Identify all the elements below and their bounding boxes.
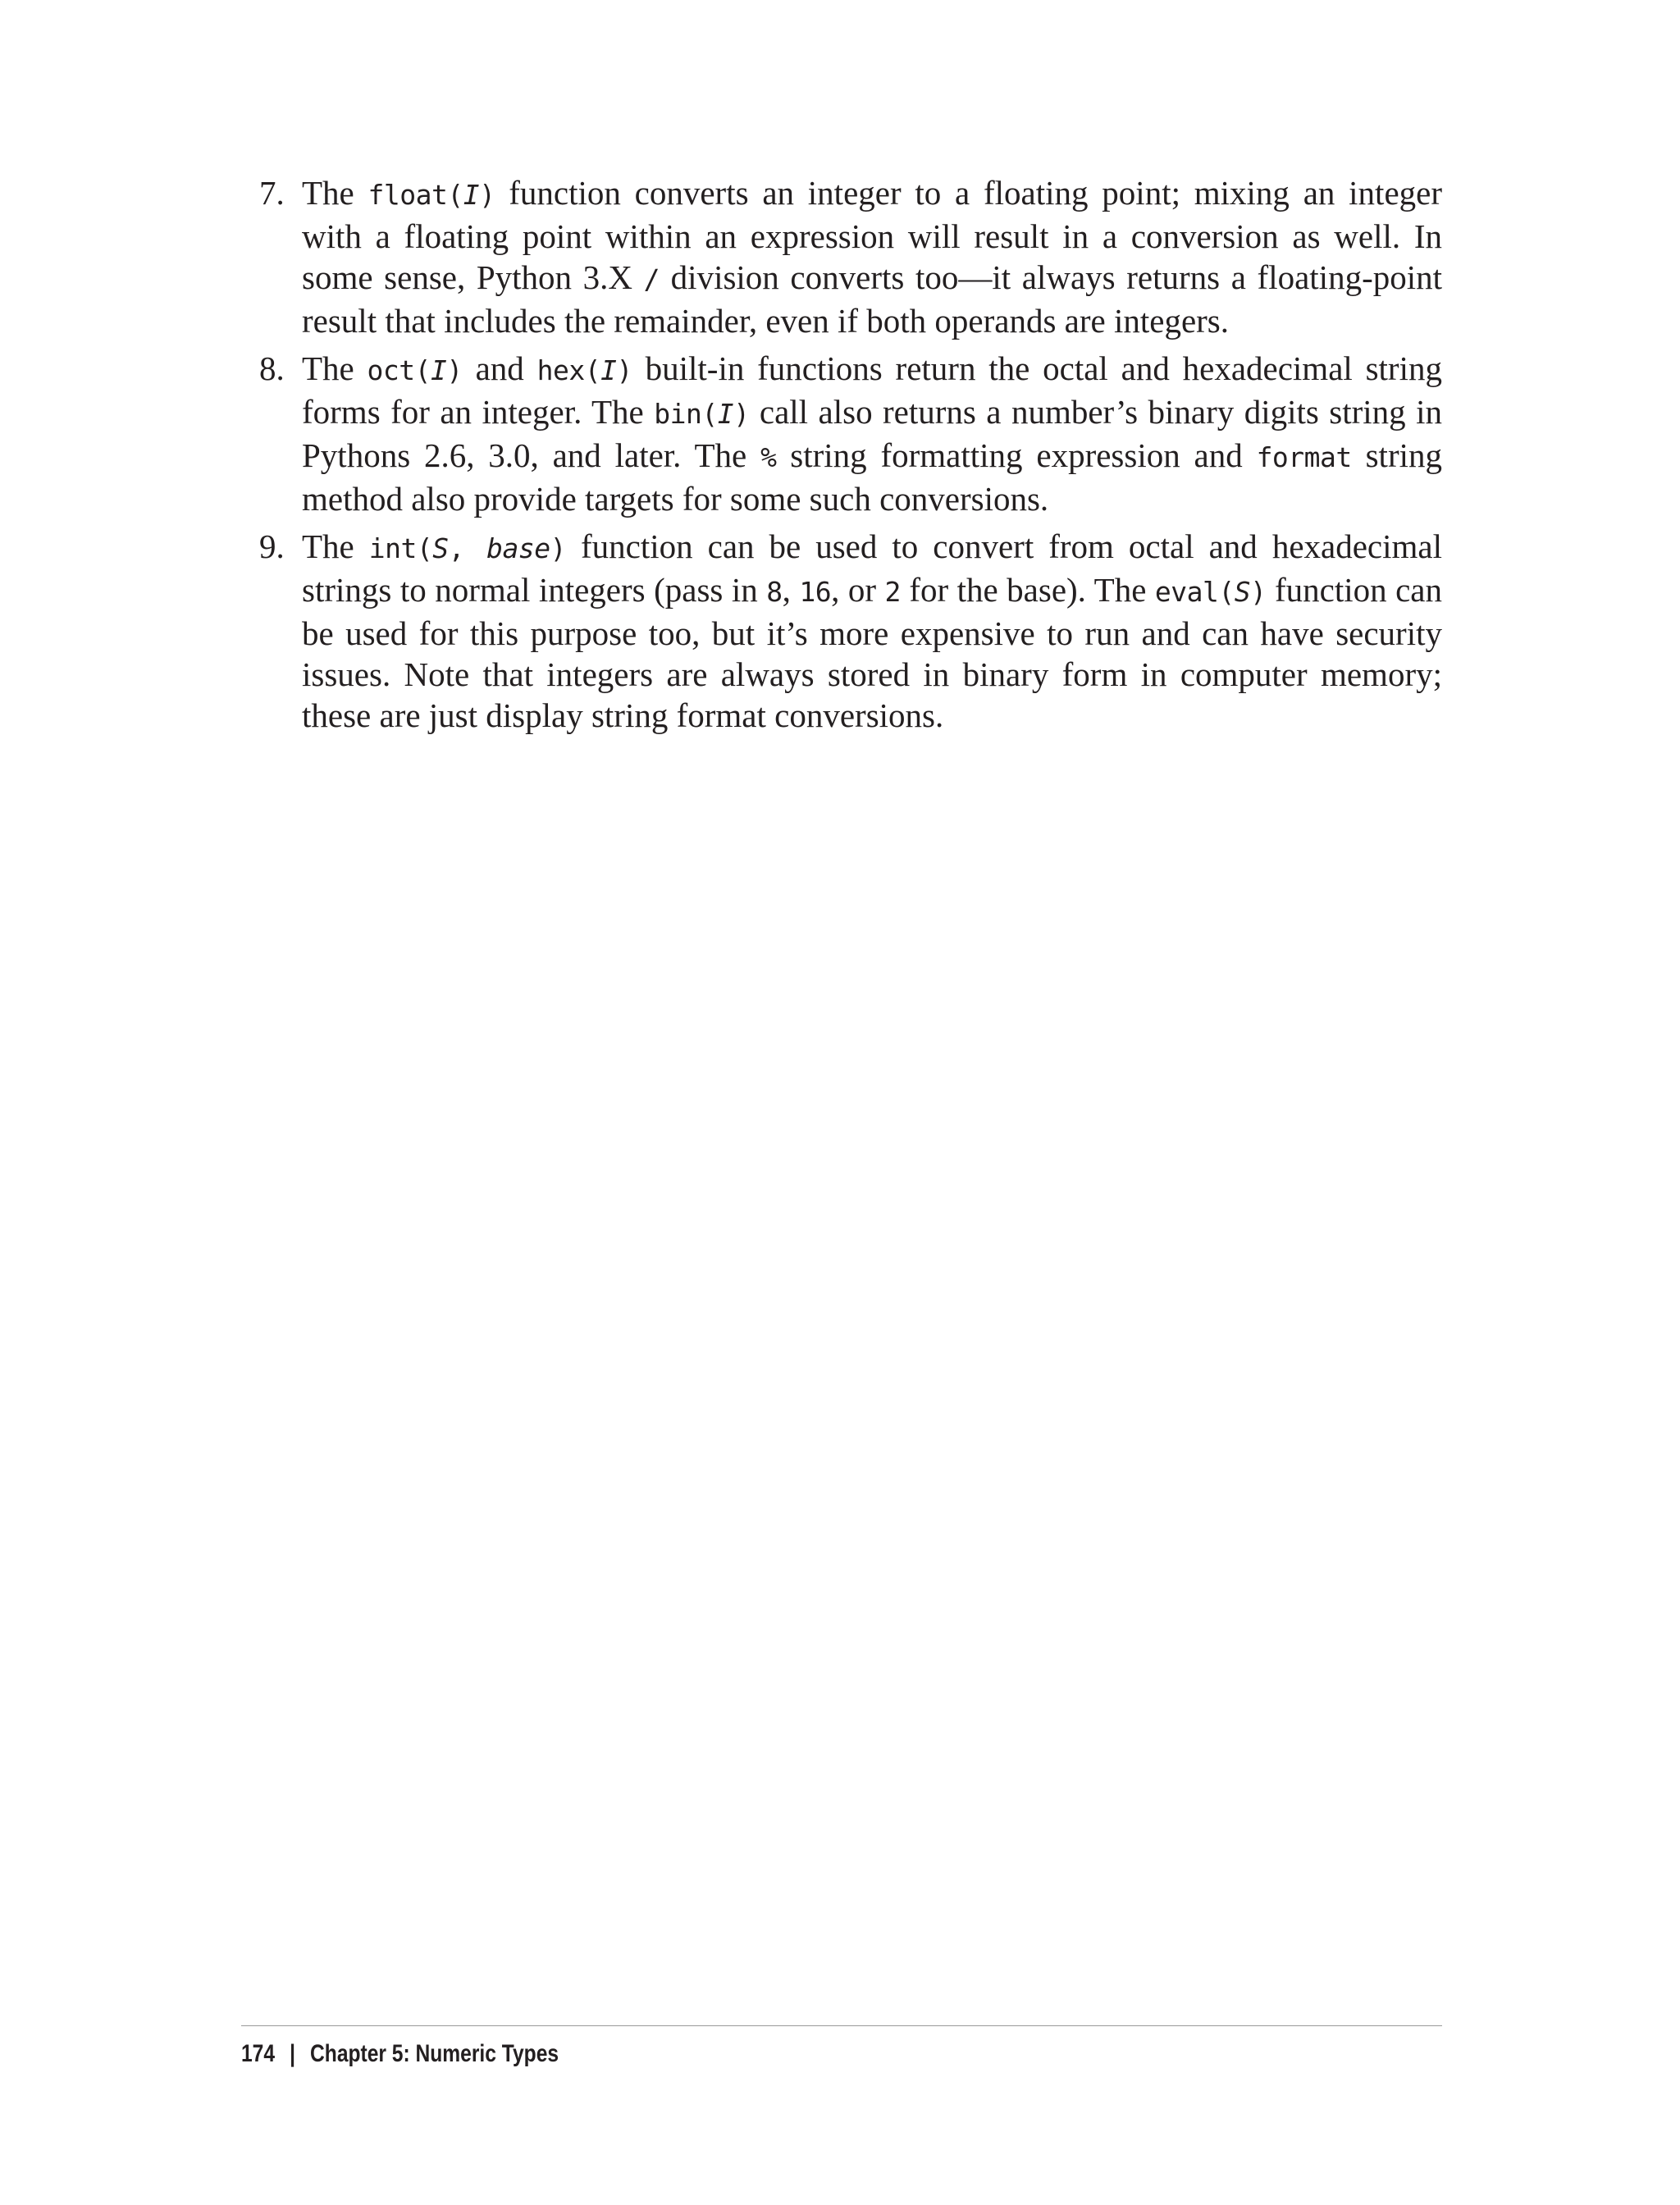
inline-code: /	[643, 263, 660, 295]
inline-code: hex(	[536, 354, 601, 386]
inline-code: eval(	[1154, 576, 1235, 608]
answer-list	[241, 172, 1442, 742]
item-number: 8.	[259, 349, 285, 387]
text-run: built-in functions return the octal and hexadecimal string forms for an integer. The	[302, 349, 1442, 431]
text-run: ,	[782, 571, 800, 609]
inline-code: )	[479, 179, 495, 211]
text-run: division converts too—it always returns a floating-point result that includes the remainder, even if both operands are integers.	[302, 258, 1442, 340]
inline-code-placeholder: I	[431, 354, 447, 386]
text-run: The	[302, 527, 369, 565]
inline-code: ,	[448, 532, 487, 564]
inline-code: )	[733, 398, 750, 430]
text-run: for the base). The	[900, 571, 1155, 609]
text-run: string formatting expression and	[776, 436, 1257, 474]
inline-code-placeholder: I	[600, 354, 617, 386]
inline-code: bin(	[654, 398, 718, 430]
page-footer	[241, 2038, 559, 2070]
inline-code: )	[616, 354, 632, 386]
inline-code: oct(	[367, 354, 431, 386]
inline-code: int(	[368, 532, 433, 564]
inline-code: )	[446, 354, 463, 386]
page-number: 174	[241, 2040, 276, 2067]
inline-code: 2	[884, 576, 901, 608]
text-run: , or	[831, 571, 885, 609]
answer-item-7	[241, 172, 1442, 341]
inline-code-placeholder: S	[432, 532, 449, 564]
answer-item-8	[241, 348, 1442, 519]
inline-code-placeholder: I	[717, 398, 734, 430]
inline-code: float(	[368, 179, 463, 211]
footer-separator: |	[290, 2040, 295, 2067]
chapter-title: Chapter 5: Numeric Types	[310, 2040, 559, 2067]
text-run: and	[462, 349, 537, 387]
text-run: The	[302, 174, 368, 212]
item-text	[302, 349, 1442, 518]
footer-divider	[241, 2025, 1442, 2026]
inline-code: )	[550, 532, 566, 564]
text-run: function can be used for this purpose too, but it’s more expensive to run and can have security issues. Note that integers are always stored in binary form in computer memory; these are just display string format conversions.	[302, 571, 1442, 734]
item-text	[302, 174, 1442, 340]
text-run: string method also provide targets for some such conversions.	[302, 436, 1442, 518]
item-number: 7.	[259, 174, 285, 212]
answer-item-9	[241, 526, 1442, 736]
inline-code-placeholder: S	[1234, 576, 1251, 608]
text-run: call also returns a number’s binary digits string in Pythons 2.6, 3.0, and later. The	[302, 393, 1442, 474]
inline-code: 16	[799, 576, 832, 608]
text-run: The	[302, 349, 368, 387]
text-run: function can be used to convert from octal and hexadecimal strings to normal integers (pass in	[302, 527, 1442, 609]
inline-code: %	[760, 441, 777, 473]
inline-code: 8	[766, 576, 783, 608]
item-number: 9.	[259, 527, 285, 565]
text-run: function converts an integer to a floating point; mixing an integer with a floating point within an expression will result in a conversion as well. In some sense, Python 3.X	[302, 174, 1442, 296]
inline-code-placeholder: base	[486, 532, 550, 564]
inline-code-placeholder: I	[463, 179, 480, 211]
inline-code: )	[1250, 576, 1267, 608]
item-text	[302, 527, 1442, 734]
inline-code: format	[1256, 441, 1352, 473]
